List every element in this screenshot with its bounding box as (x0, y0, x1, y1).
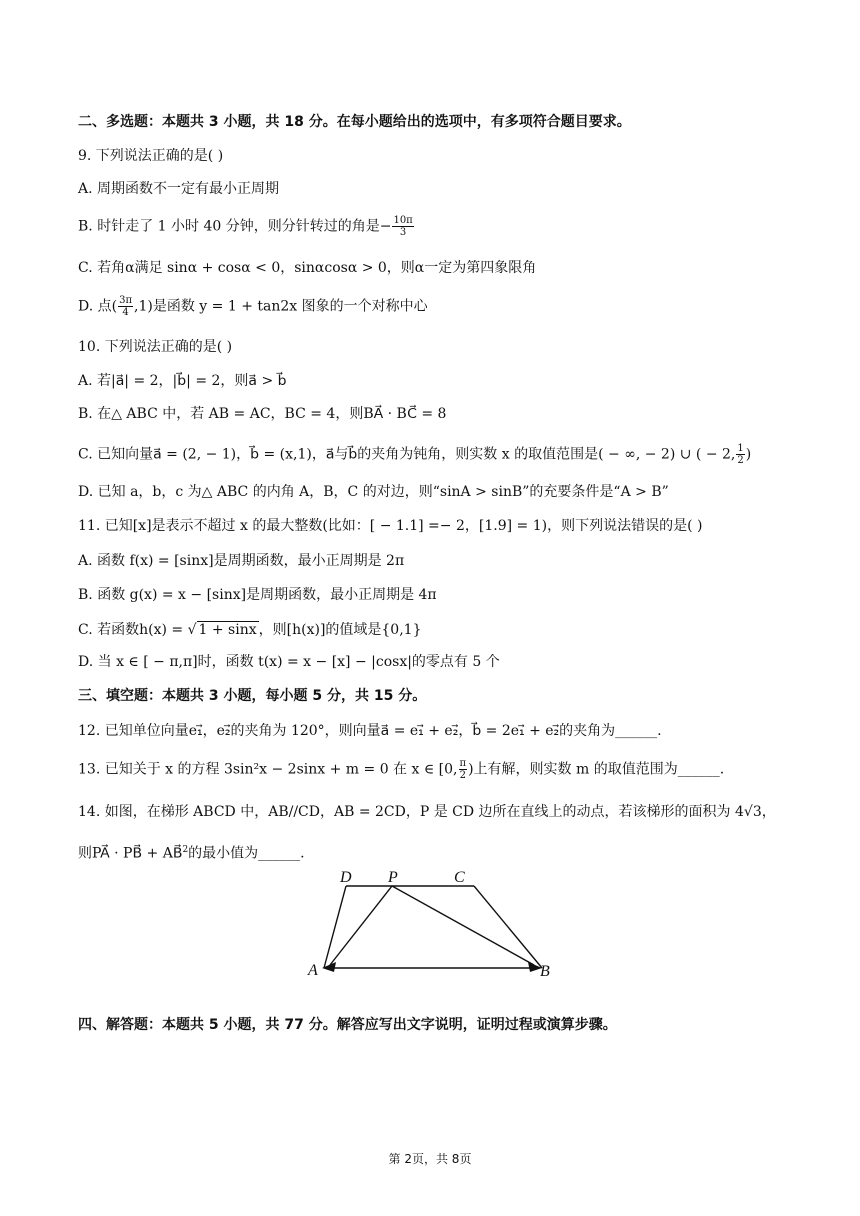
q9-option-b-text: B. 时针走了 1 小时 40 分钟，则分针转过的角是− (78, 218, 392, 235)
q10-option-d: D. 已知 a，b，c 为△ ABC 的内角 A，B，C 的对边，则“sinA > sinB”的充要条件是“A > B” (78, 484, 669, 500)
q9-b-den: 3 (399, 227, 407, 238)
q11-c-radicand: 1 + sinx (198, 622, 257, 638)
q9-d-fraction (118, 295, 133, 318)
q14-line2 (78, 840, 305, 864)
q9-option-b-fraction (392, 215, 413, 238)
q11-option-d: D. 当 x ∈ [ − π,π]时，函数 t(x) = x − [x] − |cosx|的零点有 5 个 (78, 654, 500, 670)
q14-superscript: 2 (182, 845, 189, 855)
q11-c-post: ，则[h(x)]的值域是{0,1} (258, 622, 422, 638)
section-header-answer: 四、解答题：本题共 5 小题，共 77 分。解答应写出文字说明，证明过程或演算步骤。 (78, 1017, 617, 1033)
q13-den: 2 (459, 770, 466, 781)
q10-c-num: 1 (737, 443, 744, 454)
q14-line2-post: 的最小值为______. (188, 845, 305, 862)
label-p: P (388, 869, 398, 886)
q11-option-a: A. 函数 f(x) = [sinx]是周期函数，最小正周期是 2π (78, 553, 405, 569)
sqrt-sign: √ (187, 622, 197, 638)
q10-c-fraction (736, 443, 744, 466)
q9-d-den: 4 (122, 307, 129, 318)
segment-da (324, 886, 346, 968)
q9-option-b (78, 215, 415, 238)
q14-line2-pre: 则PA⃗ · PB⃗ + AB⃗ (78, 845, 183, 862)
q13-pre: 13. 已知关于 x 的方程 3sin²x − 2sinx + m = 0 在 x ∈ [0, (78, 761, 458, 778)
q9-d-num: 3π (119, 295, 133, 306)
q13-post: )上有解，则实数 m 的取值范围为______. (468, 761, 725, 778)
section-header-fill-in: 三、填空题：本题共 3 小题，每小题 5 分，共 15 分。 (78, 688, 427, 704)
trapezoid-figure (306, 864, 566, 979)
q9-option-d (78, 295, 428, 318)
label-c: C (454, 869, 465, 886)
q13 (78, 758, 724, 781)
q11-option-b: B. 函数 g(x) = x − [sinx]是周期函数，最小正周期是 4π (78, 587, 437, 603)
q10-c-pre: C. 已知向量a⃗ = (2, − 1)，b⃗ = (x,1)，a⃗与b⃗的夹角为钝角，则实数 x 的取值范围是( − ∞, − 2) ∪ ( − 2, (78, 446, 736, 463)
q11-option-c (78, 620, 421, 640)
label-a: A (308, 962, 318, 979)
q13-num: π (459, 758, 467, 769)
q10-c-den: 2 (737, 455, 744, 466)
segment-pb (392, 886, 534, 965)
q11-stem: 11. 已知[x]是表示不超过 x 的最大整数(比如：[ − 1.1] =− 2，[1.9] = 1)，则下列说法错误的是( ) (78, 518, 703, 534)
q10-option-a: A. 若|a⃗| = 2，|b⃗| = 2，则a⃗ > b⃗ (78, 373, 287, 389)
q9-d-pre: D. 点( (78, 298, 118, 315)
q9-option-c: C. 若角α满足 sinα + cosα < 0，sinαcosα > 0，则α一定为第四象限角 (78, 260, 537, 276)
q10-option-c (78, 443, 751, 466)
q11-c-pre: C. 若函数h(x) = (78, 622, 188, 638)
q9-option-a: A. 周期函数不一定有最小正周期 (78, 181, 280, 197)
q9-b-num: 10π (393, 215, 413, 226)
segment-cb (474, 886, 542, 968)
page-footer: 第 2页，共 8页 (388, 1152, 472, 1166)
q14-line1: 14. 如图，在梯形 ABCD 中，AB//CD，AB = 2CD，P 是 CD 边所在直线上的动点，若该梯形的面积为 4√3， (78, 804, 776, 820)
section-header-multiple-choice: 二、多选题：本题共 3 小题，共 18 分。在每小题给出的选项中，有多项符合题目要求。 (78, 114, 631, 130)
q10-c-post: ) (745, 446, 752, 463)
q10-stem: 10. 下列说法正确的是( ) (78, 339, 233, 355)
label-d: D (340, 869, 352, 886)
label-b: B (540, 963, 550, 979)
segment-pa (330, 886, 392, 965)
q13-fraction (459, 758, 468, 781)
q9-d-post: ,1)是函数 y = 1 + tan2x 图象的一个对称中心 (134, 298, 428, 315)
q9-stem: 9. 下列说法正确的是( ) (78, 148, 224, 164)
q10-option-b: B. 在△ ABC 中，若 AB = AC，BC = 4，则BA⃗ · BC⃗ = 8 (78, 406, 447, 422)
q12: 12. 已知单位向量e₁⃗，e₂⃗的夹角为 120°，则向量a⃗ = e₁⃗ + e₂⃗，b⃗ = 2e₁⃗ + e₂⃗的夹角为______. (78, 723, 662, 739)
